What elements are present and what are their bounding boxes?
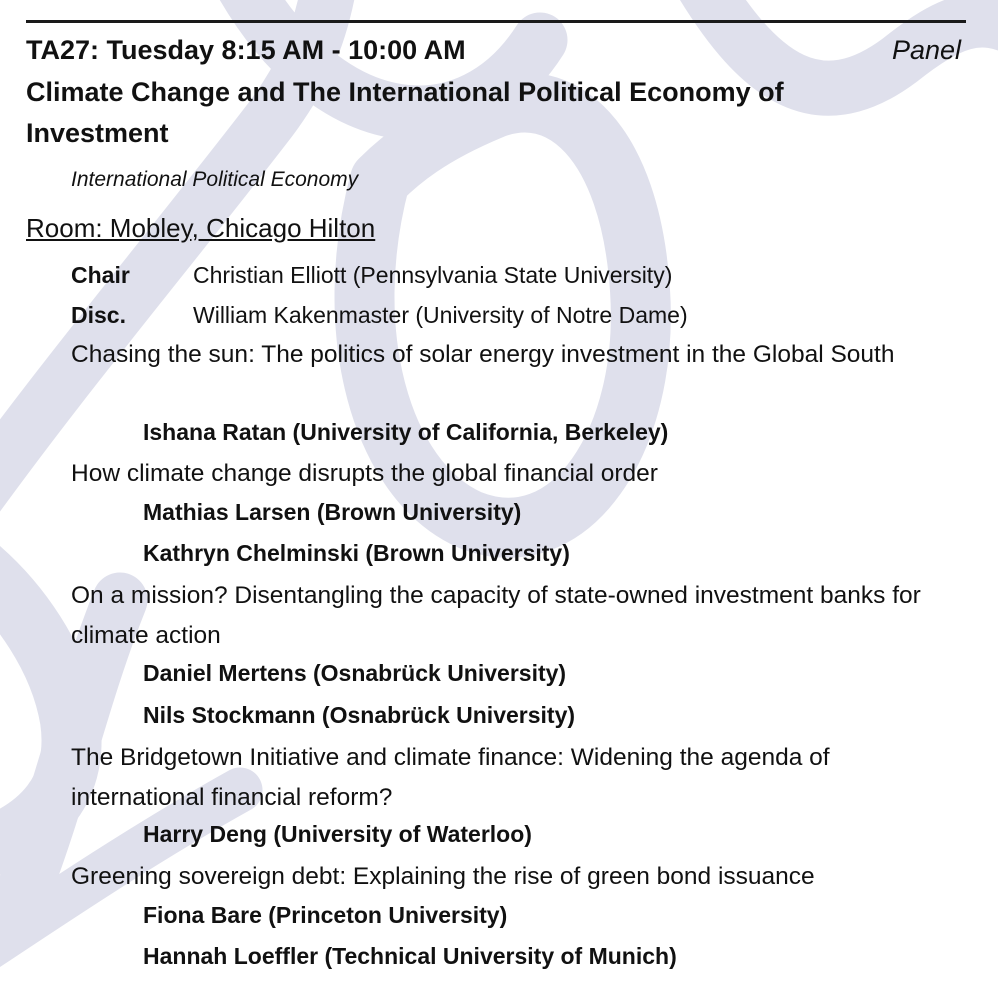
chair-label: Chair xyxy=(71,262,130,288)
paper-author: Kathryn Chelminski (Brown University) xyxy=(143,540,570,566)
paper-title: On a mission? Disentangling the capacity of state-owned investment banks for climate action xyxy=(71,582,921,649)
paper-title: Greening sovereign debt: Explaining the rise of green bond issuance xyxy=(71,863,815,890)
paper-author: Fiona Bare (Princeton University) xyxy=(143,902,508,928)
paper-title: The Bridgetown Initiative and climate finance: Widening the agenda of international financial reform? xyxy=(71,744,830,811)
paper-author: Harry Deng (University of Waterloo) xyxy=(143,821,532,847)
paper-author: Ishana Ratan (University of California, Berkeley) xyxy=(143,419,669,445)
session-code-time: TA27: Tuesday 8:15 AM - 10:00 AM xyxy=(26,35,466,65)
top-divider xyxy=(26,20,966,23)
discussant-label: Disc. xyxy=(71,302,126,328)
paper-author: Hannah Loeffler (Technical University of Munich) xyxy=(143,943,677,969)
discussant-person: William Kakenmaster (University of Notre Dame) xyxy=(193,302,688,328)
paper-author: Daniel Mertens (Osnabrück University) xyxy=(143,660,567,686)
session-room: Room: Mobley, Chicago Hilton xyxy=(26,213,376,243)
paper-title: Chasing the sun: The politics of solar energy investment in the Global South xyxy=(71,341,895,368)
paper-author: Mathias Larsen (Brown University) xyxy=(143,499,522,525)
chair-row xyxy=(71,255,672,295)
paper-author: Nils Stockmann (Osnabrück University) xyxy=(143,702,576,728)
paper-title: How climate change disrupts the global financial order xyxy=(71,460,658,487)
session-division: International Political Economy xyxy=(71,168,359,191)
discussant-row xyxy=(71,295,688,335)
session-header xyxy=(26,30,961,70)
session-type: Panel xyxy=(891,35,961,65)
session-title: Climate Change and The International Political Economy of Investment xyxy=(26,77,784,148)
chair-person: Christian Elliott (Pennsylvania State University) xyxy=(193,262,673,288)
